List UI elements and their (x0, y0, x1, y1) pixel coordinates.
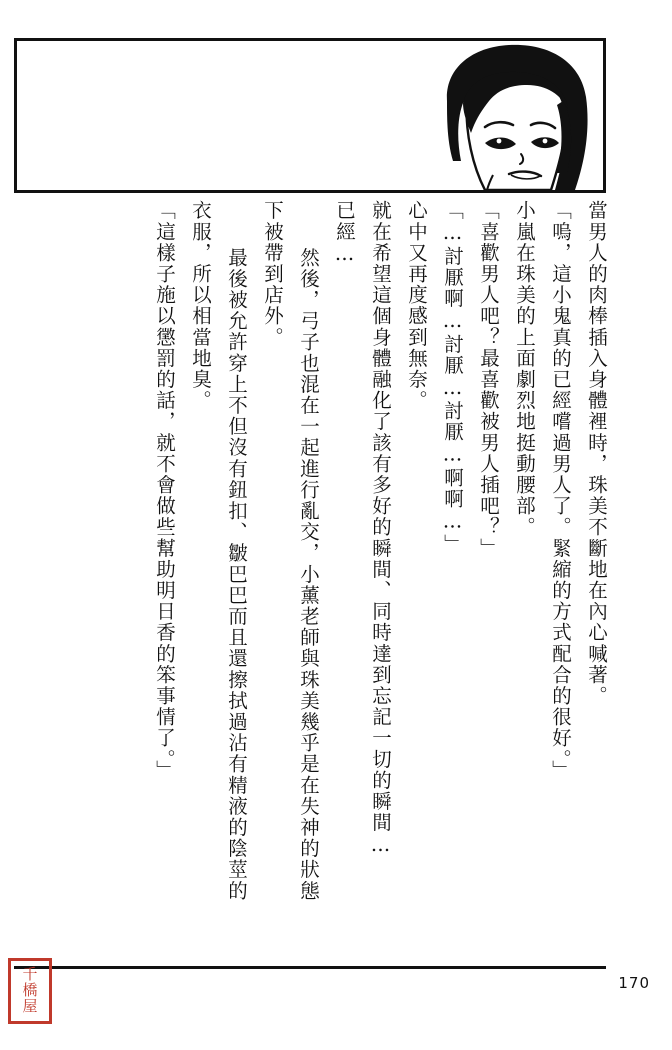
page-number: 170 (618, 974, 650, 992)
text-column: 最後被允許穿上不但沒有鈕扣、皺巴巴而且還擦拭過沾有精液的陰莖的 (225, 226, 248, 902)
text-column: 衣服，所以相當地臭。 (189, 200, 212, 411)
publisher-seal (8, 958, 52, 1024)
vertical-text-block (14, 200, 606, 960)
seal-char: 千 (22, 965, 38, 984)
text-column: 心中又再度感到無奈。 (405, 200, 428, 411)
text-column: 已經… (333, 200, 356, 267)
text-column: 「…討厭啊…討厭…討厭…啊啊…」 (441, 200, 464, 556)
seal-char: 屋 (22, 996, 38, 1015)
seal-char: 橋 (22, 981, 38, 1000)
text-column: 「嗚，這小鬼真的已經嚐過男人了。緊縮的方式配合的很好。」 (549, 200, 572, 782)
text-column: 小嵐在珠美的上面劇烈地挺動腰部。 (513, 200, 536, 538)
text-column: 「這樣子施以懲罰的話，就不會做些幫助明日香的笨事情了。」 (153, 200, 176, 782)
footer-rule (14, 966, 606, 969)
text-column: 就在希望這個身體融化了該有多好的瞬間、同時達到忘記一切的瞬間… (369, 200, 392, 858)
illustration-panel (14, 38, 606, 193)
text-column: 當男人的肉棒插入身體裡時，珠美不斷地在內心喊著。 (585, 200, 608, 707)
woman-face-illustration (423, 41, 603, 190)
text-column: 下被帶到店外。 (261, 200, 284, 348)
text-column: 「喜歡男人吧？最喜歡被男人插吧？」 (477, 200, 500, 559)
text-column: 然後，弓子也混在一起進行亂交，小薰老師與珠美幾乎是在失神的狀態 (297, 226, 320, 902)
